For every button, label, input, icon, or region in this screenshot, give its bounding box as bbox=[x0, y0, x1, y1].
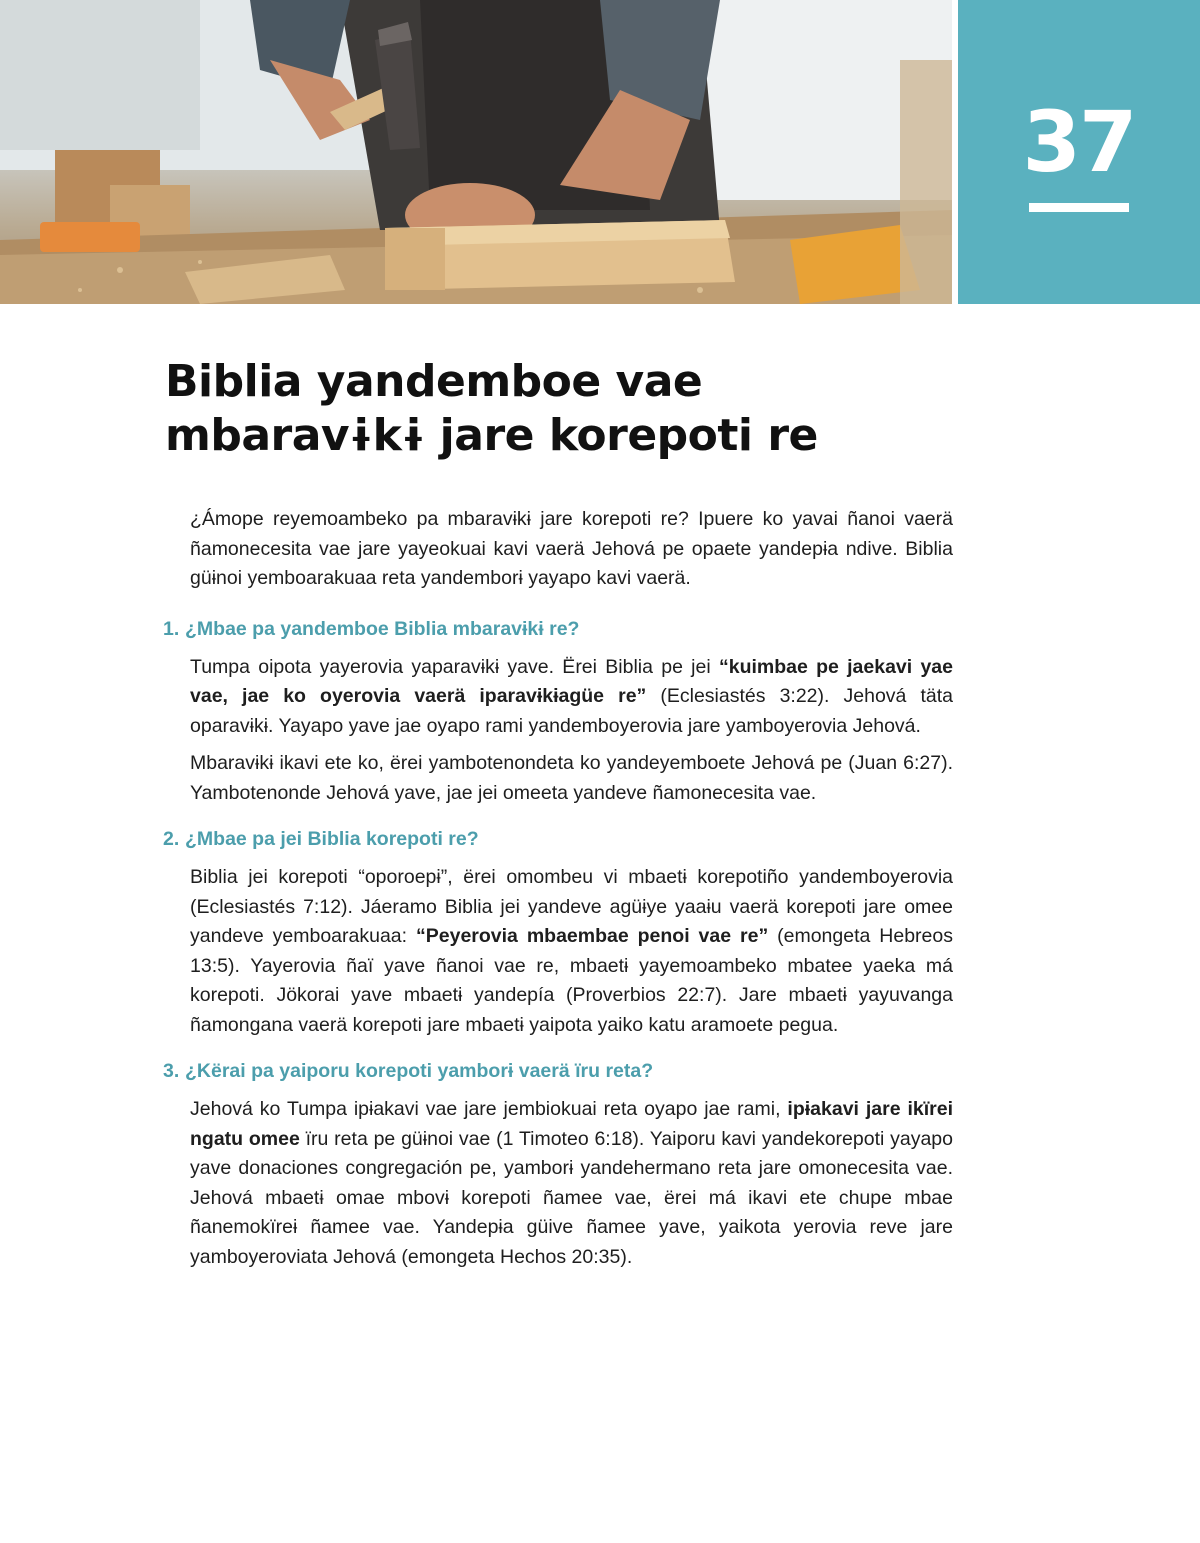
question-2 bbox=[163, 826, 953, 853]
question-text: ¿Mbae pa jei Biblia korepoti re? bbox=[185, 828, 479, 850]
answer-text: (emongeta Hebreos 13:5). Yayerovia ñaï yave ñanoi vae re, mbaetɨ yayemoambeko mbatee yaeka má korepoti. Jökorai yave mbaetɨ yandepía (Proverbios 22:7). Jare mbaetɨ yayuvanga ñamongana vaerä korepoti jare mbaetɨ yaipota yaiko katu aramoete pegua. bbox=[190, 925, 953, 1036]
answer-2 bbox=[190, 863, 953, 1040]
question-text: ¿Kërai pa yaiporu korepoti yamborɨ vaerä ïru reta? bbox=[185, 1060, 654, 1082]
answer-quote: ipɨakavi jare ikïrei ngatu omee bbox=[190, 1098, 953, 1150]
question-number: 3. bbox=[163, 1060, 180, 1082]
answer-paragraph bbox=[190, 863, 953, 1040]
page-title-line-1: Biblia yandemboe vae bbox=[165, 356, 703, 407]
hero-photo bbox=[0, 0, 952, 304]
question-1 bbox=[163, 616, 953, 643]
answer-3 bbox=[190, 1095, 953, 1272]
answer-text: Jehová ko Tumpa ipɨakavi vae jare jembiokuai reta oyapo jae rami, bbox=[190, 1098, 788, 1120]
intro-paragraph: ¿Ámope reyemoambeko pa mbaravɨkɨ jare korepoti re? Ipuere ko yavai ñanoi vaerä ñamonecesita vae jare yayeokuai kavi vaerä Jehová pe opaete yandepɨa ndive. Biblia güɨnoi yemboarakuaa reta yandemborɨ yayapo kavi vaerä. bbox=[190, 508, 953, 589]
answer-text: ïru reta pe güɨnoi vae (1 Timoteo 6:18). Yaiporu kavi yandekorepoti yayapo yave donaciones congregación pe, yamborɨ yandehermano reta jare omonecesita vae. Jehová mbaetɨ omae mbovɨ korepoti ñamee vae, ërei má ikavi ete chupe mbae ñanemokïreɨ ñamee vae. Yandepɨa güive ñamee yave, yaikota yerovia reve jare yamboyeroviata Jehová (emongeta Hechos 20:35). bbox=[190, 1127, 953, 1268]
page-title-line-2: mbaravɨkɨ jare korepoti re bbox=[165, 410, 818, 461]
answer-text: (Eclesiastés 3:22). Jehová täta oparavɨkɨ. Yayapo yave jae oyapo rami yandemboyerovia jare yamboyerovia Jehová. bbox=[190, 685, 953, 737]
chapter-number-panel bbox=[958, 0, 1200, 304]
question-text: ¿Mbae pa yandemboe Biblia mbaravɨkɨ re? bbox=[185, 617, 580, 640]
answer-paragraph bbox=[190, 653, 953, 742]
chapter-number-underline bbox=[1029, 203, 1129, 212]
question-number: 2. bbox=[163, 828, 180, 850]
answer-1 bbox=[190, 653, 953, 809]
question-3 bbox=[163, 1058, 953, 1085]
answer-quote: “kuimbae pe jaekavi yae vae, jae ko oyerovia vaerä iparavɨkɨagüe re” bbox=[190, 655, 954, 707]
answer-quote: “Peyerovia mbaembae penoi vae re” bbox=[416, 925, 769, 947]
question-number: 1. bbox=[163, 617, 180, 640]
carpenter-illustration bbox=[0, 0, 952, 304]
answer-text: Tumpa oipota yayerovia yaparavɨkɨ yave. Ërei Biblia pe jei bbox=[190, 655, 719, 678]
answer-text: Biblia jei korepoti “oporoepɨ”, ërei omombeu vi mbaetɨ korepotiño yandemboyerovia (Eclesiastés 7:12). Jáeramo Biblia jei yandeve agüɨye yaaɨu vaerä korepoti jare omee yandeve yemboarakuaa: bbox=[190, 866, 953, 947]
answer-paragraph bbox=[190, 1095, 953, 1272]
page-title bbox=[165, 355, 965, 463]
chapter-number: 37 bbox=[1022, 93, 1136, 191]
answer-paragraph: Mbaravɨkɨ ikavi ete ko, ërei yambotenondeta ko yandeyemboete Jehová pe (Juan 6:27). Yambotenonde Jehová yave, jae jei omeeta yandeve ñamonecesita vae. bbox=[190, 752, 953, 804]
lesson-content bbox=[163, 505, 953, 1272]
